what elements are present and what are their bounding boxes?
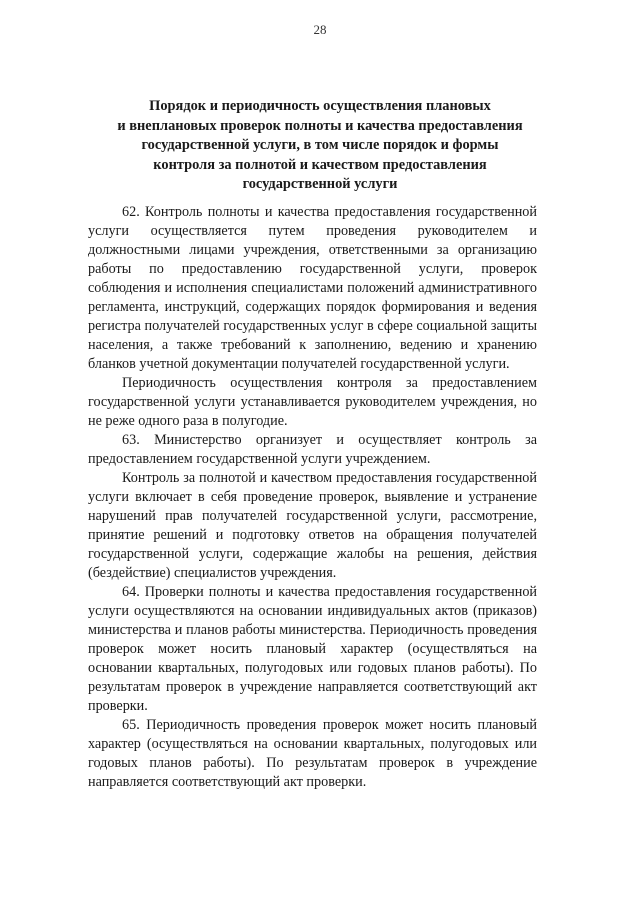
paragraph-63: 63. Министерство организует и осуществляет контроль за предоставлением государственной услуги учреждением. [88, 432, 537, 467]
paragraph-62: 62. Контроль полноты и качества предоставления государственной услуги осуществляется путем проведения руководителем и должностными лицами учреждения, ответственными за организацию работы по предоставлению государственной услуги, проверок соблюдения и исполнения специалистами положений административного регламента, инструкций, содержащих порядок формирования и ведения регистра получателей государственных услуг в сфере социальной защиты населения, а также требований к заполнению, ведению и хранению бланков учетной документации получателей государственной услуги. [88, 204, 537, 372]
paragraph-64: 64. Проверки полноты и качества предоставления государственной услуги осуществляются на основании индивидуальных актов (приказов) министерства и планов работы министерства. Периодичность проведения проверок может носить плановый характер (осуществляться на основании квартальных, полугодовых или годовых планов работы). По результатам проверок в учреждение направляется соответствующий акт проверки. [88, 584, 537, 714]
paragraph-62-periodicity: Периодичность осуществления контроля за предоставлением государственной услуги устанавливается руководителем учреждения, но не реже одного раза в полугодие. [88, 375, 537, 429]
paragraph-65: 65. Периодичность проведения проверок может носить плановый характер (осуществляться на основании квартальных, полугодовых или годовых планов работы). По результатам проверок в учреждение направляется соответствующий акт проверки. [88, 717, 537, 790]
heading-line: государственной услуги [242, 176, 398, 192]
section-heading [88, 97, 552, 195]
body-text [88, 203, 537, 792]
heading-line: контроля за полнотой и качеством предоставления [153, 156, 487, 173]
heading-line: и внеплановых проверок полноты и качества предоставления [117, 117, 523, 134]
heading-line: государственной услуги, в том числе порядок и формы [141, 137, 499, 153]
paragraph-63-control: Контроль за полнотой и качеством предоставления государственной услуги включает в себя проведение проверок, выявление и устранение нарушений прав получателей государственной услуги, рассмотрение, принятие решений и подготовку ответов на обращения получателей государственной услуги, содержащие жалобы на решения, действия (бездействие) специалистов учреждения. [88, 470, 537, 581]
page-number: 28 [313, 22, 327, 37]
heading-line: Порядок и периодичность осуществления плановых [149, 98, 491, 114]
